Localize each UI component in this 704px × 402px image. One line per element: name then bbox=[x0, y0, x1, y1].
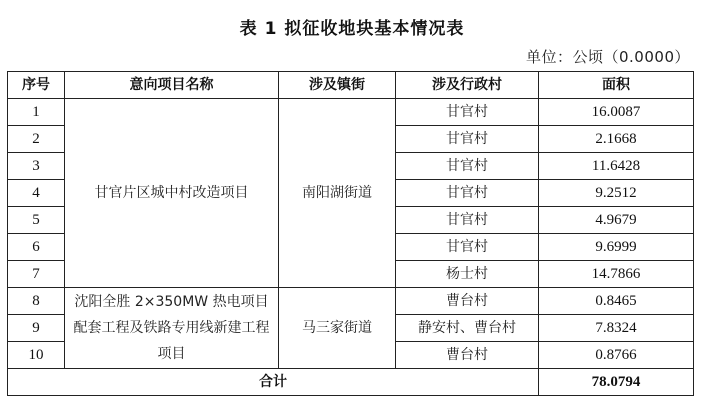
village-cell: 甘官村 bbox=[396, 99, 539, 126]
project-name-cell: 甘官片区城中村改造项目 bbox=[65, 99, 279, 288]
seq-cell: 5 bbox=[8, 207, 65, 234]
village-cell: 曹台村 bbox=[396, 288, 539, 315]
area-cell: 4.9679 bbox=[539, 207, 694, 234]
seq-cell: 2 bbox=[8, 126, 65, 153]
seq-cell: 1 bbox=[8, 99, 65, 126]
area-cell: 7.8324 bbox=[539, 315, 694, 342]
seq-cell: 3 bbox=[8, 153, 65, 180]
seq-cell: 9 bbox=[8, 315, 65, 342]
area-cell: 14.7866 bbox=[539, 261, 694, 288]
village-cell: 甘官村 bbox=[396, 234, 539, 261]
seq-cell: 6 bbox=[8, 234, 65, 261]
village-cell: 甘官村 bbox=[396, 207, 539, 234]
town-cell: 马三家街道 bbox=[279, 288, 396, 369]
area-cell: 2.1668 bbox=[539, 126, 694, 153]
table-row bbox=[8, 99, 694, 126]
table-row bbox=[8, 288, 694, 315]
header-seq: 序号 bbox=[8, 72, 65, 99]
land-table bbox=[7, 71, 694, 396]
area-cell: 16.0087 bbox=[539, 99, 694, 126]
header-village: 涉及行政村 bbox=[396, 72, 539, 99]
area-cell: 9.2512 bbox=[539, 180, 694, 207]
village-cell: 甘官村 bbox=[396, 126, 539, 153]
header-row bbox=[8, 72, 694, 99]
seq-cell: 10 bbox=[8, 342, 65, 369]
header-project: 意向项目名称 bbox=[65, 72, 279, 99]
village-cell: 甘官村 bbox=[396, 180, 539, 207]
village-cell: 曹台村 bbox=[396, 342, 539, 369]
table-title: 表 1 拟征收地块基本情况表 bbox=[239, 19, 465, 39]
unit-label: 单位：公顷（0.0000） bbox=[526, 48, 690, 66]
seq-cell: 8 bbox=[8, 288, 65, 315]
area-cell: 11.6428 bbox=[539, 153, 694, 180]
area-cell: 0.8766 bbox=[539, 342, 694, 369]
area-cell: 9.6999 bbox=[539, 234, 694, 261]
total-row bbox=[8, 369, 694, 396]
village-cell: 静安村、曹台村 bbox=[396, 315, 539, 342]
seq-cell: 7 bbox=[8, 261, 65, 288]
header-town: 涉及镇街 bbox=[279, 72, 396, 99]
town-cell: 南阳湖街道 bbox=[279, 99, 396, 288]
total-label: 合计 bbox=[8, 369, 539, 396]
seq-cell: 4 bbox=[8, 180, 65, 207]
village-cell: 甘官村 bbox=[396, 153, 539, 180]
area-cell: 0.8465 bbox=[539, 288, 694, 315]
project-name-cell: 沈阳全胜 2×350MW 热电项目配套工程及铁路专用线新建工程项目 bbox=[65, 288, 279, 369]
header-area: 面积 bbox=[539, 72, 694, 99]
village-cell: 杨士村 bbox=[396, 261, 539, 288]
total-area: 78.0794 bbox=[539, 369, 694, 396]
